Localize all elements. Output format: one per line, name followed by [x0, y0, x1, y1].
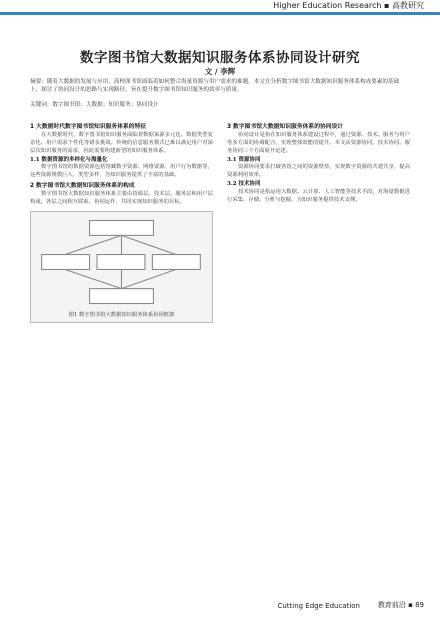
journal-header [0, 0, 440, 18]
section-1-text: 在大数据时代，数字图书馆知识服务面临着数据来源多元化、数据类型复杂化、用户需求个性化等诸多挑战。传统的信息服务模式已难以满足用户对深层次知识服务的需求，因此需要构建新型的知识服务体系。 [30, 132, 213, 154]
section-3-2-heading: 3.2 技术协同 [227, 180, 261, 187]
header-rule [0, 12, 440, 15]
left-column [30, 121, 213, 591]
figure-1-caption: 图1 数字图书馆大数据知识服务体系协同框架 [68, 311, 175, 318]
figure-1-diagram [31, 212, 212, 312]
diagram-link-3 [122, 235, 176, 254]
diagram-box-mid [97, 254, 145, 269]
diagram-link-6 [122, 269, 176, 288]
section-1-sub-text: 数字图书馆的数据资源包括馆藏数字资源、网络资源、用户行为数据等，这些资源规模巨大、类型多样，为知识服务提供了丰富的基础。 [30, 164, 213, 179]
section-1-sub-heading: 1.1 数据资源的多样化与海量化 [30, 156, 108, 163]
right-column [227, 121, 410, 591]
diagram-link-1 [65, 235, 121, 254]
section-3-heading: 3 数字图书馆大数据知识服务体系的协同设计 [227, 124, 344, 130]
section-3-2-text: 技术协同是指运用大数据、云计算、人工智能等技术手段，对海量数据进行采集、存储、分析与挖掘，为知识服务提供技术支撑。 [227, 188, 410, 203]
diagram-link-4 [65, 269, 121, 288]
figure-1 [30, 211, 213, 323]
article-body [30, 121, 410, 591]
section-3-1-heading: 3.1 资源协同 [227, 156, 261, 163]
article-author: 文 / 李辉 [204, 67, 236, 76]
footer-page: 教育前沿 ▪ 89 [377, 601, 424, 609]
article-title: 数字图书馆大数据知识服务体系协同设计研究 [80, 50, 360, 66]
section-1-heading: 1 大数据时代数字图书馆知识服务体系的特征 [30, 124, 147, 130]
section-2-heading: 2 数字图书馆大数据知识服务体系的构成 [30, 182, 135, 189]
footer-journal: Cutting Edge Education [277, 602, 360, 610]
section-3-1-text: 资源协同要求打破各馆之间的资源壁垒，实现数字资源的共建共享，提高资源利用效率。 [227, 164, 410, 179]
section-2-text: 数字图书馆大数据知识服务体系主要由资源层、技术层、服务层和用户层构成，各层之间相互联系、协同运作，共同实现知识服务的目标。 [30, 191, 213, 205]
diagram-box-bottom [90, 288, 154, 303]
journal-tag: Higher Education Research ▪ 高教研究 [273, 1, 424, 10]
article-abstract: 摘要：随着大数据的发展与应用，高校图书馆面临着如何整合海量资源与用户需求的难题。本文在分析数字图书馆大数据知识服务体系构成要素的基础上，探讨了协同设计的思路与实现路径，旨在提升数字图书馆知识服务的效率与质量。 [30, 79, 400, 94]
diagram-box-right [152, 254, 200, 269]
article-keywords: 关键词：数字图书馆；大数据；知识服务；协同设计 [30, 102, 159, 108]
diagram-box-top [90, 220, 154, 235]
framework-diagram [31, 212, 212, 312]
section-3-text: 协同设计是指在知识服务体系建设过程中，通过资源、技术、服务与用户等多方面的协调配合，实现整体效能的提升。本文从资源协同、技术协同、服务协同三个方面展开论述。 [227, 132, 410, 154]
diagram-box-left [42, 254, 90, 269]
